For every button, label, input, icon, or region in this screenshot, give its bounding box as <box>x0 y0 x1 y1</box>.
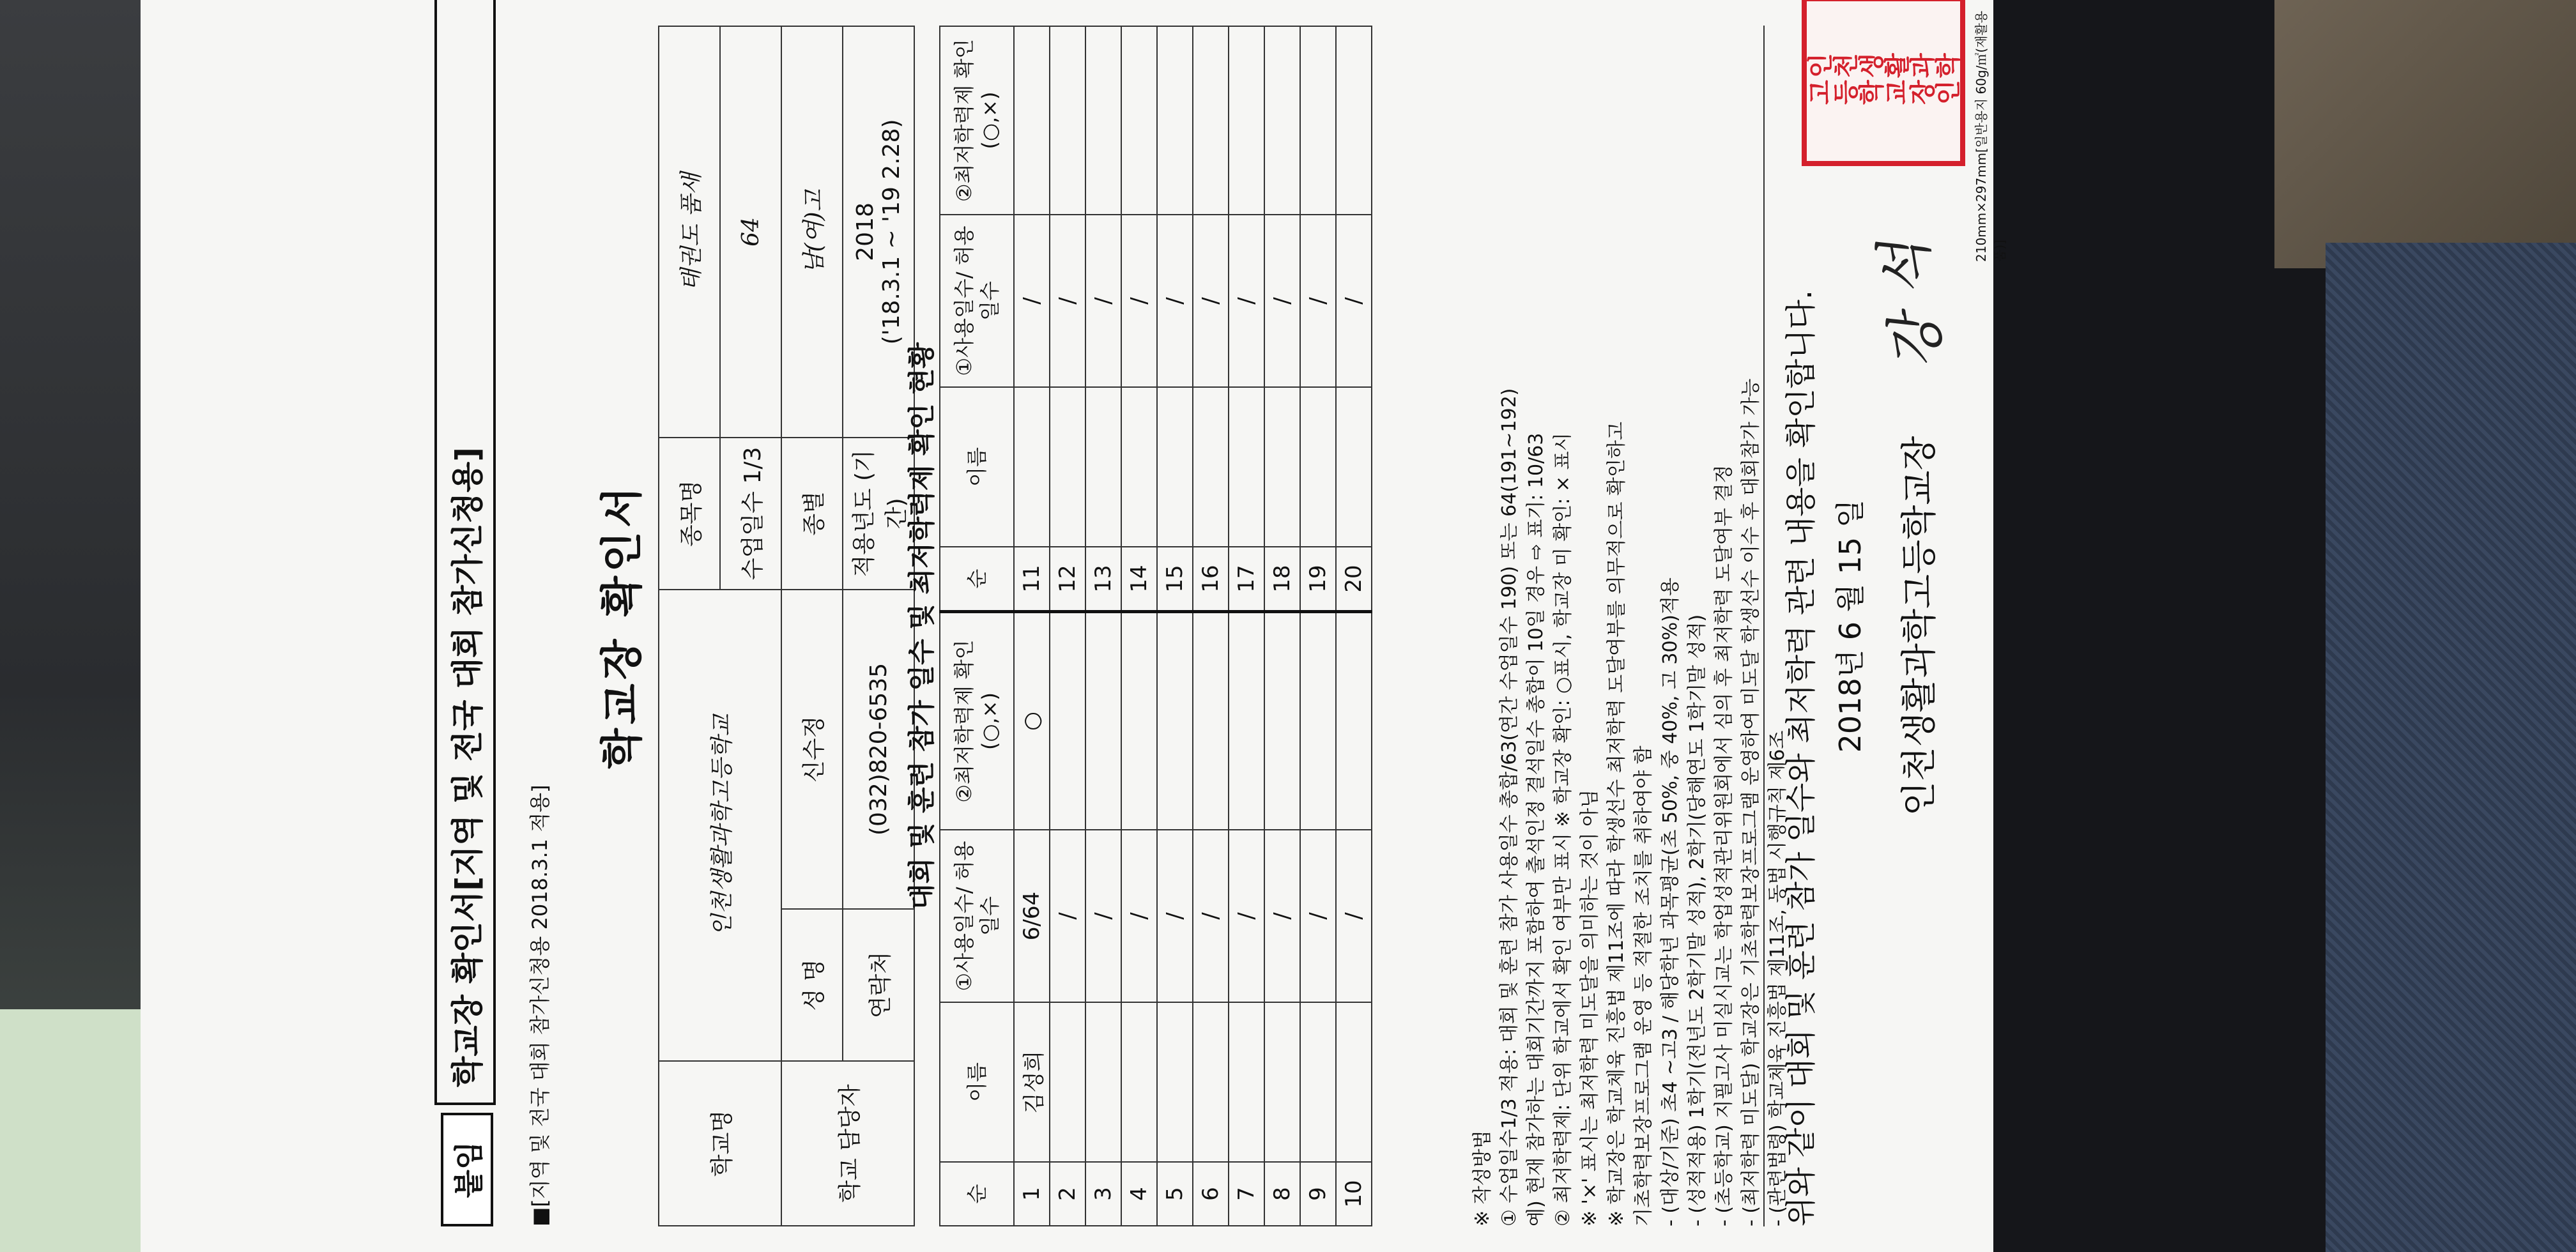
period-value: ('18.3.1 ~ '19 2.28) <box>878 119 905 345</box>
seq-cell: 9 <box>1300 1162 1336 1226</box>
seq-cell: 6 <box>1193 1162 1229 1226</box>
days-cell: / <box>1264 215 1300 387</box>
check-cell <box>1229 26 1264 215</box>
seq-cell: 7 <box>1229 1162 1264 1226</box>
roster-row <box>1085 26 1121 1226</box>
name-cell <box>1050 1002 1085 1162</box>
seq-cell: 13 <box>1085 547 1121 612</box>
check-cell <box>1300 26 1336 215</box>
seq-cell: 12 <box>1050 547 1085 612</box>
col-seq-left: 순 <box>940 1162 1014 1226</box>
col-check-left: ②최저학력제 확인(○,×) <box>940 612 1014 830</box>
days-cell: / <box>1157 830 1193 1002</box>
paper-spec-note: 210mm×297mm[일반용지 60g/㎡(재활용품)] <box>1974 10 2007 262</box>
contact-value: (032)820-6535 <box>843 590 914 909</box>
seq-cell: 3 <box>1085 1162 1121 1226</box>
gender-label: 종별 <box>781 438 843 590</box>
header-title: 학교장 확인서[지역 및 전국 대회 참가신청용] <box>434 0 496 1105</box>
days-cell: / <box>1121 830 1157 1002</box>
seq-cell: 17 <box>1229 547 1264 612</box>
days-cell: / <box>1050 830 1085 1002</box>
days-cell: / <box>1300 830 1336 1002</box>
confirmation-document <box>141 0 2007 1252</box>
event-label: 종목명 <box>659 438 720 590</box>
name-cell <box>1085 387 1121 547</box>
days-cell: / <box>1336 215 1372 387</box>
days-cell: / <box>1157 215 1193 387</box>
name-cell <box>1229 387 1264 547</box>
gender-value: 남(여)고 <box>781 26 843 438</box>
name-cell <box>1336 387 1372 547</box>
background-green-paper <box>0 1009 147 1252</box>
check-cell <box>1264 26 1300 215</box>
name-cell <box>1264 387 1300 547</box>
check-cell <box>1336 612 1372 830</box>
col-days-left: ①사용일수/ 허용일수 <box>940 830 1014 1002</box>
name-cell <box>1085 1002 1121 1162</box>
roster-row <box>1193 26 1229 1226</box>
check-cell <box>1121 612 1157 830</box>
check-cell <box>1300 612 1336 830</box>
principal-title: 인천생활과학고등학교장 <box>1899 436 1940 816</box>
check-cell <box>1050 612 1085 830</box>
roster-row <box>1264 26 1300 1226</box>
check-cell <box>1085 612 1121 830</box>
seq-cell: 4 <box>1121 1162 1157 1226</box>
seal-text: 인천생활과학고등학교장인 <box>1807 53 1960 109</box>
name-cell <box>1300 1002 1336 1162</box>
seq-cell: 20 <box>1336 547 1372 612</box>
handwritten-signature: 강 석 <box>1870 236 1955 374</box>
name-cell <box>1157 1002 1193 1162</box>
school-value: 인천생활과학고등학교 <box>659 590 781 1061</box>
days-cell: / <box>1264 830 1300 1002</box>
year-value: 2018 <box>852 202 878 261</box>
name-cell <box>1300 387 1336 547</box>
name-cell <box>1050 387 1085 547</box>
seq-cell: 14 <box>1121 547 1157 612</box>
days-cell: / <box>1229 215 1264 387</box>
name-cell <box>1264 1002 1300 1162</box>
days-cell: / <box>1050 215 1085 387</box>
year-label: 적용년도 (기간) <box>843 438 914 590</box>
check-cell <box>1229 612 1264 830</box>
col-days-right: ①사용일수/ 허용일수 <box>940 215 1014 387</box>
note-line: - (초등학교) 지필고사 미실시교는 학업성적관리위원회에서 심의 후 최저학력 도달여부 결정 <box>1713 464 1735 1226</box>
note-line: ※ 작성방법 <box>1471 1130 1494 1226</box>
note-line: 기초학력보장프로그램 운영 등 적절한 조치를 취하여야 함 <box>1632 745 1655 1226</box>
principal-seal-stamp <box>1802 0 1965 166</box>
seq-cell: 5 <box>1157 1162 1193 1226</box>
name-cell <box>1229 1002 1264 1162</box>
check-cell <box>1157 26 1193 215</box>
col-check-right: ②최저학력제 확인(○,×) <box>940 26 1014 215</box>
note-line: ※ 학교장은 학교체육 진흥법 제11조에 따라 학생선수 최저학력 도달여부를 의무적으로 확인하고 <box>1606 422 1628 1226</box>
name-cell <box>1014 387 1050 547</box>
event-value: 태권도 품새 <box>659 26 720 438</box>
name-cell <box>1157 387 1193 547</box>
seq-cell: 1 <box>1014 1162 1050 1226</box>
name-value: 신수정 <box>781 590 843 909</box>
days-cell: 6/64 <box>1014 830 1050 1002</box>
attachment-tag: 붙임 <box>441 1113 493 1226</box>
seq-cell: 2 <box>1050 1162 1085 1226</box>
main-title: 학교장 확인서 <box>597 483 647 769</box>
roster-row <box>1121 26 1157 1226</box>
days-cell: / <box>1121 215 1157 387</box>
name-cell <box>1193 1002 1229 1162</box>
check-cell <box>1336 26 1372 215</box>
note-line: - (관련법령) 학교체육 진흥법 제11조, 동법 시행규칙 제6조 <box>1767 730 1789 1226</box>
name-cell <box>1121 1002 1157 1162</box>
roster-row <box>1300 26 1336 1226</box>
days-cell: / <box>1193 215 1229 387</box>
note-line: - (대상/기준) 초4 ~고3 / 해당학년 과목평균(초 50%, 중 40%, 고 30%)적용 <box>1659 577 1682 1226</box>
note-line: - (성적적용) 1학기(전년도 2학기말 성적), 2학기(당해연도 1학기말 성적) <box>1686 614 1708 1226</box>
check-cell <box>1193 612 1229 830</box>
seq-cell: 10 <box>1336 1162 1372 1226</box>
seq-cell: 18 <box>1264 547 1300 612</box>
contact-label: 연락처 <box>843 909 914 1061</box>
seq-cell: 8 <box>1264 1162 1300 1226</box>
days-cell: / <box>1229 830 1264 1002</box>
check-cell <box>1014 26 1050 215</box>
note-line: - (최저학력 미도달) 학교장은 기초학력보장프로그램 운영하여 미도달 학생선수 이수 후 대회참가 가능 <box>1740 378 1762 1226</box>
background-denim <box>2326 243 2576 1252</box>
applicability-note: ■[지역 및 전국 대회 참가신청용 2018.3.1 적용] <box>528 784 552 1226</box>
roster-row <box>1336 26 1372 1226</box>
roster-row <box>1014 26 1050 1226</box>
note-line: ※ '×' 표시는 최저학력 미도달을 의미하는 것이 아님 <box>1579 789 1601 1226</box>
name-label: 성 명 <box>781 909 843 1061</box>
days-cell: / <box>1336 830 1372 1002</box>
check-cell <box>1085 26 1121 215</box>
days-cell: / <box>1014 215 1050 387</box>
seq-cell: 16 <box>1193 547 1229 612</box>
seq-cell: 11 <box>1014 547 1050 612</box>
roster-row <box>1229 26 1264 1226</box>
note-line: ① 수업일수1/3 적용: 대회 및 훈련 참가 사용일수 총합/63(연간 수업일수 190) 또는 64(191~192) <box>1498 388 1521 1226</box>
name-cell <box>1193 387 1229 547</box>
col-name-left: 이름 <box>940 1002 1014 1162</box>
info-table <box>658 26 915 1226</box>
school-label: 학교명 <box>659 1061 781 1226</box>
days-cell: / <box>1085 215 1121 387</box>
roster-title: 대회 및 훈련 참가 일수 및 최저학력제 확인 현황 <box>906 342 937 910</box>
days-cell: / <box>1300 215 1336 387</box>
col-seq-right: 순 <box>940 547 1014 612</box>
name-cell <box>1121 387 1157 547</box>
seq-cell: 15 <box>1157 547 1193 612</box>
name-cell: 김성희 <box>1014 1002 1050 1162</box>
seq-cell: 19 <box>1300 547 1336 612</box>
note-line: 예) 현재 참가하는 대회기간까지 포함하여 출석인정 결석일수 총합이 10일 경우 ⇨ 표기: 10/63 <box>1525 432 1547 1226</box>
check-cell: ○ <box>1014 612 1050 830</box>
instructions-notes <box>1469 26 1791 1226</box>
days-cell: / <box>1085 830 1121 1002</box>
confirmation-statement: 위와 같이 대회 및 훈련 참가 일수와 최저학력 관련 내용을 확인합니다. <box>1783 289 1819 1226</box>
attendance-third-value: 64 <box>720 26 781 438</box>
col-name-right: 이름 <box>940 387 1014 547</box>
days-cell: / <box>1193 830 1229 1002</box>
check-cell <box>1050 26 1085 215</box>
check-cell <box>1121 26 1157 215</box>
attendance-third-label: 수업일수 1/3 <box>720 438 781 590</box>
staff-label: 학교 담당자 <box>781 1061 914 1226</box>
check-cell <box>1264 612 1300 830</box>
note-line: ② 최저학력제: 단위 학교에서 확인 여부만 표시 ※ 학교장 확인: ○표시, 학교장 미 확인: × 표시 <box>1552 432 1574 1226</box>
name-cell <box>1336 1002 1372 1162</box>
divider <box>1763 26 1765 1226</box>
background-wood <box>2274 0 2576 268</box>
roster-row <box>1050 26 1085 1226</box>
check-cell <box>1157 612 1193 830</box>
roster-table <box>939 26 1372 1226</box>
confirmation-date: 2018년 6 월 15 일 <box>1833 499 1867 753</box>
roster-row <box>1157 26 1193 1226</box>
check-cell <box>1193 26 1229 215</box>
